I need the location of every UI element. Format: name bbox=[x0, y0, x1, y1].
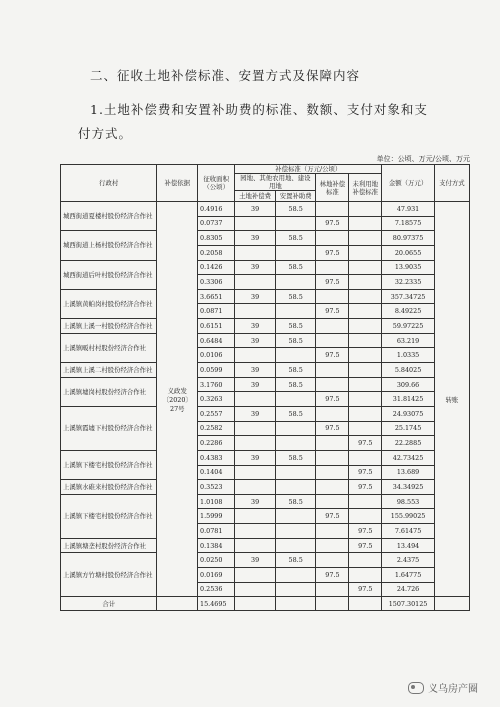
resettle-cell bbox=[275, 275, 316, 290]
header-unused: 未利用地补偿标准 bbox=[349, 174, 382, 202]
table-row bbox=[61, 377, 470, 392]
village-name: 上溪镇下楼宅村股份经济合作社 bbox=[61, 450, 157, 479]
land-comp-cell bbox=[235, 568, 276, 583]
land-comp-cell bbox=[235, 348, 276, 363]
unused-cell bbox=[349, 363, 382, 378]
resettle-cell bbox=[275, 216, 316, 231]
unused-cell bbox=[349, 202, 382, 217]
amount-cell: 8.49225 bbox=[382, 304, 435, 319]
village-name: 上溪镇塘垄村股份经济合作社 bbox=[61, 538, 157, 553]
village-name: 上溪镇方竹塘村股份经济合作社 bbox=[61, 553, 157, 597]
village-name: 城西街道夏楼村股份经济合作社 bbox=[61, 202, 157, 231]
village-name: 上溪镇水碓来村股份经济合作社 bbox=[61, 480, 157, 495]
amount-cell: 7.61475 bbox=[382, 524, 435, 539]
area-cell: 0.3306 bbox=[198, 275, 235, 290]
amount-cell: 20.0655 bbox=[382, 245, 435, 260]
forest-cell: 97.5 bbox=[316, 216, 349, 231]
unused-cell bbox=[349, 450, 382, 465]
forest-cell bbox=[316, 377, 349, 392]
area-cell: 0.0599 bbox=[198, 363, 235, 378]
forest-cell bbox=[316, 524, 349, 539]
land-comp-cell: 39 bbox=[235, 260, 276, 275]
village-name: 上溪镇上溪二村股份经济合作社 bbox=[61, 363, 157, 378]
total-row bbox=[61, 597, 470, 611]
forest-cell bbox=[316, 363, 349, 378]
amount-cell: 2.4375 bbox=[382, 553, 435, 568]
forest-cell bbox=[316, 406, 349, 421]
unit-note: 单位：公顷、万元/公顷、万元 bbox=[376, 155, 470, 163]
section-paragraph: 1.土地补偿费和安置补助费的标准、数额、支付对象和支付方式。 bbox=[78, 102, 428, 141]
area-cell: 0.2286 bbox=[198, 436, 235, 451]
area-cell: 3.6651 bbox=[198, 289, 235, 304]
land-comp-cell: 39 bbox=[235, 363, 276, 378]
amount-cell: 34.34925 bbox=[382, 480, 435, 495]
forest-cell bbox=[316, 319, 349, 334]
unused-cell bbox=[349, 553, 382, 568]
wechat-icon bbox=[408, 682, 424, 694]
unused-cell: 97.5 bbox=[349, 465, 382, 480]
area-cell: 1.5999 bbox=[198, 509, 235, 524]
resettle-cell: 58.5 bbox=[275, 260, 316, 275]
unused-cell: 97.5 bbox=[349, 480, 382, 495]
unused-cell bbox=[349, 231, 382, 246]
village-name: 上溪镇黄帕岗村股份经济合作社 bbox=[61, 289, 157, 318]
amount-cell: 309.66 bbox=[382, 377, 435, 392]
village-name: 上溪镇畈村村股份经济合作社 bbox=[61, 333, 157, 362]
amount-cell: 80.97375 bbox=[382, 231, 435, 246]
forest-cell bbox=[316, 480, 349, 495]
amount-cell: 1.0335 bbox=[382, 348, 435, 363]
total-label: 合计 bbox=[61, 597, 157, 611]
village-name: 上溪镇墟岗村股份经济合作社 bbox=[61, 377, 157, 406]
land-comp-cell bbox=[235, 524, 276, 539]
header-payment: 支付方式 bbox=[434, 165, 469, 202]
total-amount: 1507.30125 bbox=[382, 597, 435, 611]
total-basis-empty bbox=[157, 597, 198, 611]
resettle-cell: 58.5 bbox=[275, 406, 316, 421]
resettle-cell: 58.5 bbox=[275, 450, 316, 465]
resettle-cell bbox=[275, 392, 316, 407]
area-cell: 0.1384 bbox=[198, 538, 235, 553]
resettle-cell: 58.5 bbox=[275, 553, 316, 568]
village-name: 城西街道后叶村股份经济合作社 bbox=[61, 260, 157, 289]
compensation-table bbox=[60, 164, 470, 611]
forest-cell bbox=[316, 450, 349, 465]
unused-cell bbox=[349, 333, 382, 348]
land-comp-cell: 39 bbox=[235, 333, 276, 348]
resettle-cell bbox=[275, 480, 316, 495]
land-comp-cell: 39 bbox=[235, 553, 276, 568]
amount-cell: 24.93075 bbox=[382, 406, 435, 421]
forest-cell: 97.5 bbox=[316, 421, 349, 436]
unused-cell bbox=[349, 216, 382, 231]
forest-cell: 97.5 bbox=[316, 509, 349, 524]
unused-cell bbox=[349, 289, 382, 304]
area-cell: 0.3263 bbox=[198, 392, 235, 407]
area-cell: 0.1404 bbox=[198, 465, 235, 480]
resettle-cell: 58.5 bbox=[275, 494, 316, 509]
land-comp-cell bbox=[235, 582, 276, 597]
resettle-cell bbox=[275, 245, 316, 260]
unused-cell bbox=[349, 392, 382, 407]
basis-value: 义政发〔2020〕27号 bbox=[157, 202, 198, 597]
area-cell: 0.0871 bbox=[198, 304, 235, 319]
area-cell: 0.0737 bbox=[198, 216, 235, 231]
unused-cell bbox=[349, 304, 382, 319]
header-forest: 林地补偿标准 bbox=[316, 174, 349, 202]
resettle-cell bbox=[275, 509, 316, 524]
header-amount: 金额（万元） bbox=[382, 165, 435, 202]
unused-cell: 97.5 bbox=[349, 582, 382, 597]
table-row bbox=[61, 494, 470, 509]
area-cell: 0.2536 bbox=[198, 582, 235, 597]
forest-cell bbox=[316, 465, 349, 480]
forest-cell: 97.5 bbox=[316, 245, 349, 260]
area-cell: 0.0106 bbox=[198, 348, 235, 363]
forest-cell: 97.5 bbox=[316, 275, 349, 290]
unused-cell: 97.5 bbox=[349, 524, 382, 539]
land-comp-cell: 39 bbox=[235, 202, 276, 217]
area-cell: 0.8305 bbox=[198, 231, 235, 246]
header-basis: 补偿依据 bbox=[157, 165, 198, 202]
area-cell: 0.2582 bbox=[198, 421, 235, 436]
unused-cell: 97.5 bbox=[349, 538, 382, 553]
resettle-cell bbox=[275, 421, 316, 436]
unused-cell bbox=[349, 260, 382, 275]
land-comp-cell: 39 bbox=[235, 231, 276, 246]
amount-cell: 22.2885 bbox=[382, 436, 435, 451]
resettle-cell bbox=[275, 436, 316, 451]
table-row bbox=[61, 450, 470, 465]
area-cell: 0.0781 bbox=[198, 524, 235, 539]
forest-cell bbox=[316, 553, 349, 568]
unused-cell bbox=[349, 275, 382, 290]
area-cell: 0.2557 bbox=[198, 406, 235, 421]
area-cell: 0.4383 bbox=[198, 450, 235, 465]
unused-cell bbox=[349, 319, 382, 334]
area-cell: 0.0250 bbox=[198, 553, 235, 568]
total-empty bbox=[275, 597, 316, 611]
resettle-cell: 58.5 bbox=[275, 231, 316, 246]
header-resettle: 安置补助费 bbox=[275, 191, 316, 202]
resettle-cell bbox=[275, 568, 316, 583]
amount-cell: 31.81425 bbox=[382, 392, 435, 407]
resettle-cell bbox=[275, 304, 316, 319]
amount-cell: 24.726 bbox=[382, 582, 435, 597]
unused-cell bbox=[349, 406, 382, 421]
area-cell: 0.4916 bbox=[198, 202, 235, 217]
amount-cell: 32.2335 bbox=[382, 275, 435, 290]
header-group-a: 园地、其他农用地、建设用地 bbox=[235, 174, 316, 191]
amount-cell: 13.494 bbox=[382, 538, 435, 553]
section-heading: 二、征收土地补偿标准、安置方式及保障内容 bbox=[90, 68, 361, 83]
unused-cell bbox=[349, 245, 382, 260]
total-area: 15.4695 bbox=[198, 597, 235, 611]
amount-cell: 13.9035 bbox=[382, 260, 435, 275]
land-comp-cell bbox=[235, 480, 276, 495]
area-cell: 0.2058 bbox=[198, 245, 235, 260]
area-cell: 0.1426 bbox=[198, 260, 235, 275]
header-standard-group: 补偿标准（万元/公顷） bbox=[235, 165, 382, 174]
header-village: 行政村 bbox=[61, 165, 157, 202]
land-comp-cell bbox=[235, 245, 276, 260]
area-cell: 0.6484 bbox=[198, 333, 235, 348]
table-row bbox=[61, 333, 470, 348]
forest-cell: 97.5 bbox=[316, 304, 349, 319]
amount-cell: 7.18575 bbox=[382, 216, 435, 231]
area-cell: 0.3523 bbox=[198, 480, 235, 495]
unused-cell bbox=[349, 348, 382, 363]
unused-cell bbox=[349, 421, 382, 436]
forest-cell bbox=[316, 538, 349, 553]
total-payment-empty bbox=[434, 597, 469, 611]
unused-cell bbox=[349, 509, 382, 524]
table-row bbox=[61, 319, 470, 334]
forest-cell bbox=[316, 231, 349, 246]
amount-cell: 25.1745 bbox=[382, 421, 435, 436]
land-comp-cell bbox=[235, 392, 276, 407]
resettle-cell: 58.5 bbox=[275, 377, 316, 392]
table-row bbox=[61, 406, 470, 421]
resettle-cell bbox=[275, 538, 316, 553]
amount-cell: 98.553 bbox=[382, 494, 435, 509]
unused-cell bbox=[349, 494, 382, 509]
land-comp-cell bbox=[235, 275, 276, 290]
village-name: 上溪镇霞墟下村股份经济合作社 bbox=[61, 406, 157, 450]
amount-cell: 59.97225 bbox=[382, 319, 435, 334]
forest-cell bbox=[316, 582, 349, 597]
resettle-cell: 58.5 bbox=[275, 333, 316, 348]
resettle-cell: 58.5 bbox=[275, 363, 316, 378]
watermark: 义乌房产圈 bbox=[408, 680, 478, 695]
land-comp-cell bbox=[235, 436, 276, 451]
table-row bbox=[61, 231, 470, 246]
land-comp-cell bbox=[235, 465, 276, 480]
village-name: 上溪镇下楼宅村股份经济合作社 bbox=[61, 494, 157, 538]
amount-cell: 13.689 bbox=[382, 465, 435, 480]
resettle-cell bbox=[275, 465, 316, 480]
total-empty bbox=[235, 597, 276, 611]
forest-cell bbox=[316, 333, 349, 348]
unused-cell bbox=[349, 568, 382, 583]
resettle-cell: 58.5 bbox=[275, 202, 316, 217]
payment-value: 转账 bbox=[434, 202, 469, 597]
forest-cell bbox=[316, 494, 349, 509]
resettle-cell bbox=[275, 524, 316, 539]
amount-cell: 5.84025 bbox=[382, 363, 435, 378]
forest-cell: 97.5 bbox=[316, 348, 349, 363]
land-comp-cell: 39 bbox=[235, 450, 276, 465]
amount-cell: 47.931 bbox=[382, 202, 435, 217]
table-row bbox=[61, 289, 470, 304]
village-name: 上溪镇上溪一村股份经济合作社 bbox=[61, 319, 157, 334]
amount-cell: 155.99025 bbox=[382, 509, 435, 524]
total-empty bbox=[349, 597, 382, 611]
resettle-cell: 58.5 bbox=[275, 319, 316, 334]
resettle-cell: 58.5 bbox=[275, 289, 316, 304]
forest-cell bbox=[316, 436, 349, 451]
land-comp-cell: 39 bbox=[235, 377, 276, 392]
amount-cell: 357.34725 bbox=[382, 289, 435, 304]
land-comp-cell bbox=[235, 304, 276, 319]
amount-cell: 63.219 bbox=[382, 333, 435, 348]
header-area: 征收面积（公顷） bbox=[198, 165, 235, 202]
unused-cell: 97.5 bbox=[349, 436, 382, 451]
land-comp-cell bbox=[235, 509, 276, 524]
village-name: 城西街道上杨村股份经济合作社 bbox=[61, 231, 157, 260]
area-cell: 0.0169 bbox=[198, 568, 235, 583]
land-comp-cell: 39 bbox=[235, 494, 276, 509]
forest-cell: 97.5 bbox=[316, 568, 349, 583]
resettle-cell bbox=[275, 582, 316, 597]
table-row bbox=[61, 553, 470, 568]
land-comp-cell bbox=[235, 538, 276, 553]
forest-cell bbox=[316, 260, 349, 275]
table-row bbox=[61, 202, 470, 217]
table-row bbox=[61, 363, 470, 378]
table-row bbox=[61, 260, 470, 275]
total-empty bbox=[316, 597, 349, 611]
land-comp-cell: 39 bbox=[235, 319, 276, 334]
area-cell: 1.0108 bbox=[198, 494, 235, 509]
unused-cell bbox=[349, 377, 382, 392]
amount-cell: 42.73425 bbox=[382, 450, 435, 465]
table-row bbox=[61, 480, 470, 495]
forest-cell: 97.5 bbox=[316, 392, 349, 407]
land-comp-cell bbox=[235, 216, 276, 231]
land-comp-cell: 39 bbox=[235, 289, 276, 304]
header-land-comp: 土地补偿费 bbox=[235, 191, 276, 202]
forest-cell bbox=[316, 202, 349, 217]
table-row bbox=[61, 538, 470, 553]
forest-cell bbox=[316, 289, 349, 304]
land-comp-cell: 39 bbox=[235, 406, 276, 421]
amount-cell: 1.64775 bbox=[382, 568, 435, 583]
area-cell: 0.6151 bbox=[198, 319, 235, 334]
resettle-cell bbox=[275, 348, 316, 363]
land-comp-cell bbox=[235, 421, 276, 436]
area-cell: 3.1760 bbox=[198, 377, 235, 392]
